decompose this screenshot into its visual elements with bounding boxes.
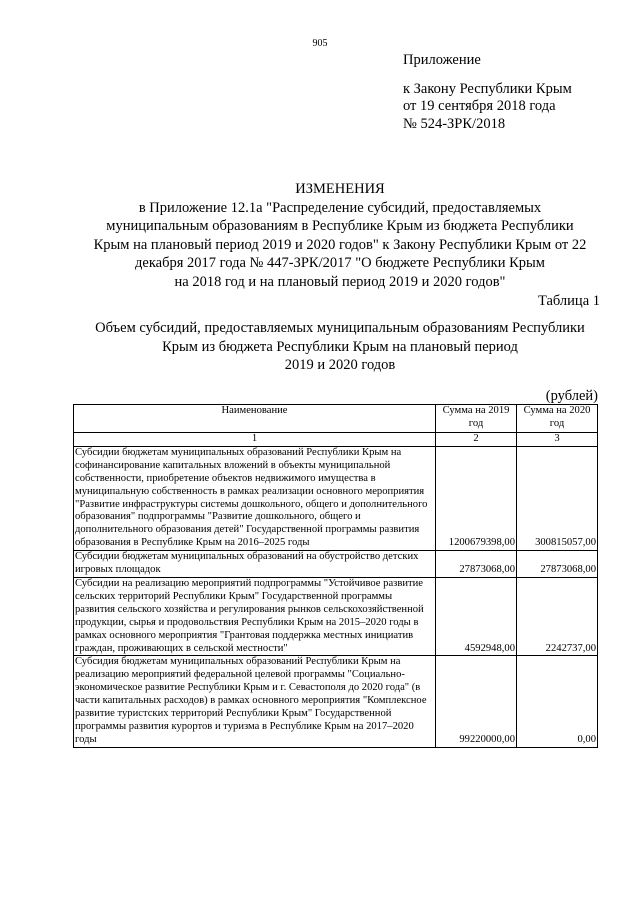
column-number: 3 [517, 433, 598, 447]
row-sum-2020: 300815057,00 [517, 446, 598, 550]
row-sum-2020: 27873068,00 [517, 551, 598, 578]
appendix-line: от 19 сентября 2018 года [403, 98, 556, 114]
subtitle-line: 2019 и 2020 годов [284, 357, 396, 373]
table-header-row [74, 405, 598, 433]
subtitle-line: Объем субсидий, предоставляемых муниципальным образованиям Республики [95, 320, 585, 336]
row-name: Субсидии бюджетам муниципальных образований Республики Крым на софинансирование капитальных вложений в объекты муниципальной собственности, приобретение объектов недвижимого имущества в муниципальную собственность в рамках реализации основного мероприятия "Развитие инфраструктуры системы дошкольного, общего и дополнительного образования" подпрограммы "Развитие дошкольного, общего и дополнительного образования детей" Государственной программы развития образования в Республике Крым на 2016–2025 годы [74, 446, 436, 550]
row-sum-2019: 4592948,00 [436, 577, 517, 655]
appendix-heading: Приложение [403, 52, 481, 68]
title-line: Крым на плановый период 2019 и 2020 годов" к Закону Республики Крым от 22 [93, 236, 587, 253]
units-label: (рублей) [545, 388, 598, 404]
column-number: 1 [74, 433, 436, 447]
row-name: Субсидии бюджетам муниципальных образований на обустройство детских игровых площадок [74, 551, 436, 578]
row-sum-2019: 99220000,00 [436, 656, 517, 747]
column-header-2019: Сумма на 2019 год [436, 405, 517, 433]
document-title [60, 180, 620, 291]
title-heading: ИЗМЕНЕНИЯ [295, 181, 385, 197]
column-number: 2 [436, 433, 517, 447]
row-name: Субсидии на реализацию мероприятий подпрограммы "Устойчивое развитие сельских территорий Республики Крым" Государственной программы развития сельского хозяйства и регулирования рынков сельскохозяйственной продукции, сырья и продовольствия Республики Крым на 2015–2020 годы в рамках основного мероприятия "Грантовая поддержка местных инициатив граждан, проживающих в сельской местности" [74, 577, 436, 655]
page-number: 905 [312, 38, 328, 49]
row-sum-2019: 27873068,00 [436, 551, 517, 578]
row-name: Субсидия бюджетам муниципальных образований Республики Крым на реализацию мероприятий федеральной целевой программы "Социально-экономическое развитие Республики Крым и г. Севастополя до 2020 года" (в части капитальных расходов) в рамках основного мероприятия "Комплексное развитие туристских территорий Республики Крым" Государственной программы развития курортов и туризма в Республике Крым на 2017–2020 годы [74, 656, 436, 747]
row-sum-2019: 1200679398,00 [436, 446, 517, 550]
title-line: муниципальным образованиям в Республике Крым из бюджета Республики [106, 218, 574, 234]
table-row [74, 656, 598, 747]
row-sum-2020: 0,00 [517, 656, 598, 747]
appendix-line: № 524-ЗРК/2018 [403, 115, 506, 132]
title-line: декабря 2017 года № 447-ЗРК/2017 "О бюджете Республики Крым [135, 255, 545, 271]
column-header-name: Наименование [74, 405, 436, 433]
table-row [74, 577, 598, 655]
subsidies-table [73, 404, 598, 748]
table-row [74, 446, 598, 550]
table-label: Таблица 1 [537, 293, 600, 309]
table-subtitle [60, 319, 620, 375]
table-row [74, 551, 598, 578]
column-number-row [74, 433, 598, 447]
title-line: на 2018 год и на плановый период 2019 и 2020 годов" [174, 273, 506, 290]
appendix-line: к Закону Республики Крым [403, 80, 572, 97]
title-line: в Приложение 12.1а "Распределение субсидий, предоставляемых [138, 199, 542, 216]
appendix-block [403, 52, 572, 133]
column-header-2020: Сумма на 2020 год [517, 405, 598, 433]
row-sum-2020: 2242737,00 [517, 577, 598, 655]
subtitle-line: Крым из бюджета Республики Крым на плановый период [162, 338, 518, 355]
